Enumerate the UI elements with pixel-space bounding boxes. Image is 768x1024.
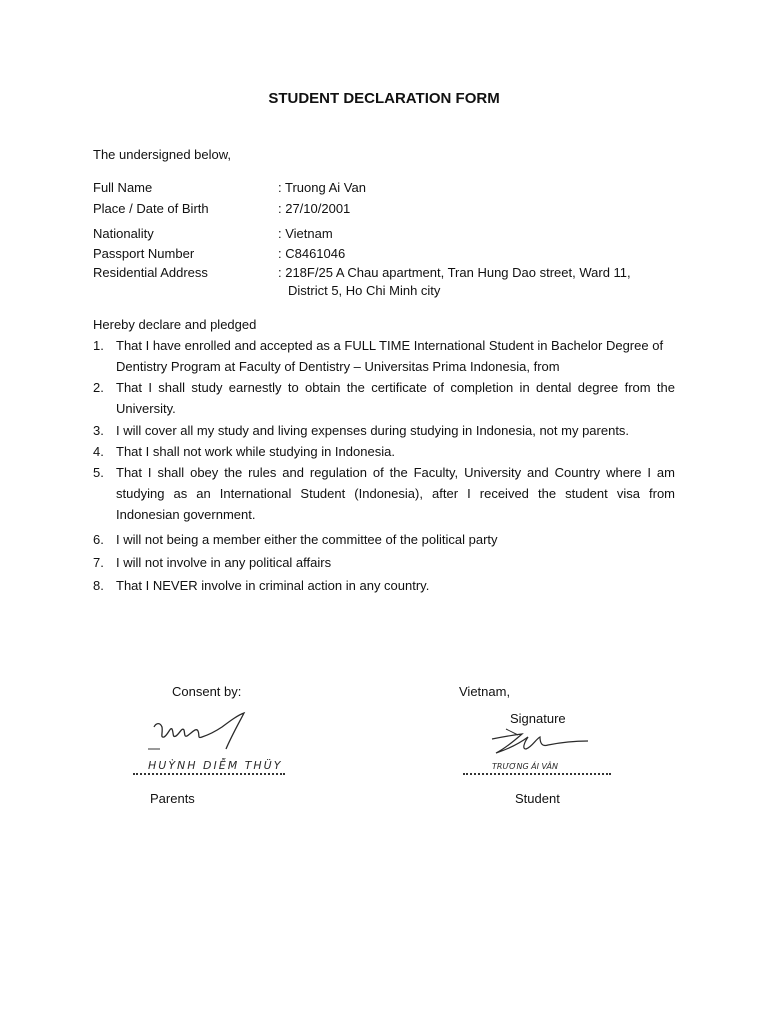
- field-value-nationality: : Vietnam: [278, 226, 333, 241]
- pledge-text: I will not involve in any political affairs: [116, 555, 332, 570]
- pledge-number: 2.: [93, 380, 104, 395]
- parents-label: Parents: [150, 791, 195, 806]
- pledge-item: [93, 575, 675, 596]
- field-value-address: : 218F/25 A Chau apartment, Tran Hung Dao street, Ward 11,: [278, 265, 631, 280]
- student-handwritten-name: TRƯƠNG ÁI VÂN: [492, 762, 558, 771]
- pledge-item: [93, 462, 675, 525]
- field-value-birth: : 27/10/2001: [278, 201, 351, 216]
- field-label-birth: Place / Date of Birth: [93, 201, 209, 216]
- field-label-passport: Passport Number: [93, 246, 195, 261]
- pledge-item: [93, 377, 675, 419]
- pledge-item: [93, 335, 675, 377]
- field-value-full-name: : Truong Ai Van: [278, 180, 366, 195]
- pledge-number: 5.: [93, 465, 104, 480]
- pledge-number: 4.: [93, 444, 104, 459]
- pledge-number: 1.: [93, 338, 104, 353]
- consent-label: Consent by:: [172, 684, 242, 699]
- place-label: Vietnam,: [459, 684, 511, 699]
- pledge-item: [93, 420, 675, 441]
- student-label: Student: [515, 791, 560, 806]
- pledge-text: That I shall obey the rules and regulation of the Faculty, University and Country where I am studying as an International Student (Indonesia), after I received the student visa from Indonesian government.: [116, 465, 675, 522]
- field-label-nationality: Nationality: [93, 226, 154, 241]
- parent-signature-image: [140, 705, 283, 780]
- pledge-item: [93, 441, 675, 462]
- parent-handwritten-name: HUỲNH DIỄM THÜY: [148, 759, 283, 772]
- pledge-text: I will not being a member either the committee of the political party: [116, 532, 498, 547]
- field-value-passport: : C8461046: [278, 246, 346, 261]
- pledge-number: 8.: [93, 578, 104, 593]
- student-signature-line: [463, 773, 611, 775]
- pledge-item: [93, 529, 675, 550]
- pledge-number: 6.: [93, 532, 104, 547]
- pledge-number: 7.: [93, 555, 104, 570]
- intro-text: The undersigned below,: [93, 147, 232, 162]
- field-label-full-name: Full Name: [93, 180, 153, 195]
- pledge-text: That I NEVER involve in criminal action in any country.: [116, 578, 430, 593]
- declare-heading: Hereby declare and pledged: [93, 317, 257, 332]
- pledge-number: 3.: [93, 423, 104, 438]
- page-title: STUDENT DECLARATION FORM: [268, 90, 500, 107]
- pledge-text: I will cover all my study and living expenses during studying in Indonesia, not my parents.: [116, 423, 630, 438]
- parent-signature-line: [133, 773, 285, 775]
- pledge-text-content: That I have enrolled and accepted as a FULL TIME International Student in Bachelor Degree of Dentistry Program at Faculty of Dentistry – Universitas Prima Indonesia, from: [116, 338, 664, 374]
- field-label-address: Residential Address: [93, 265, 208, 280]
- signature-label: Signature: [510, 711, 566, 726]
- student-signature-image: [488, 725, 598, 775]
- pledge-text: [116, 335, 675, 377]
- pledge-item: [93, 552, 675, 573]
- pledge-text: That I shall not work while studying in Indonesia.: [116, 444, 395, 459]
- field-value-address-cont: District 5, Ho Chi Minh city: [288, 283, 441, 298]
- pledge-text: That I shall study earnestly to obtain the certificate of completion in dental degree from the University.: [116, 380, 675, 416]
